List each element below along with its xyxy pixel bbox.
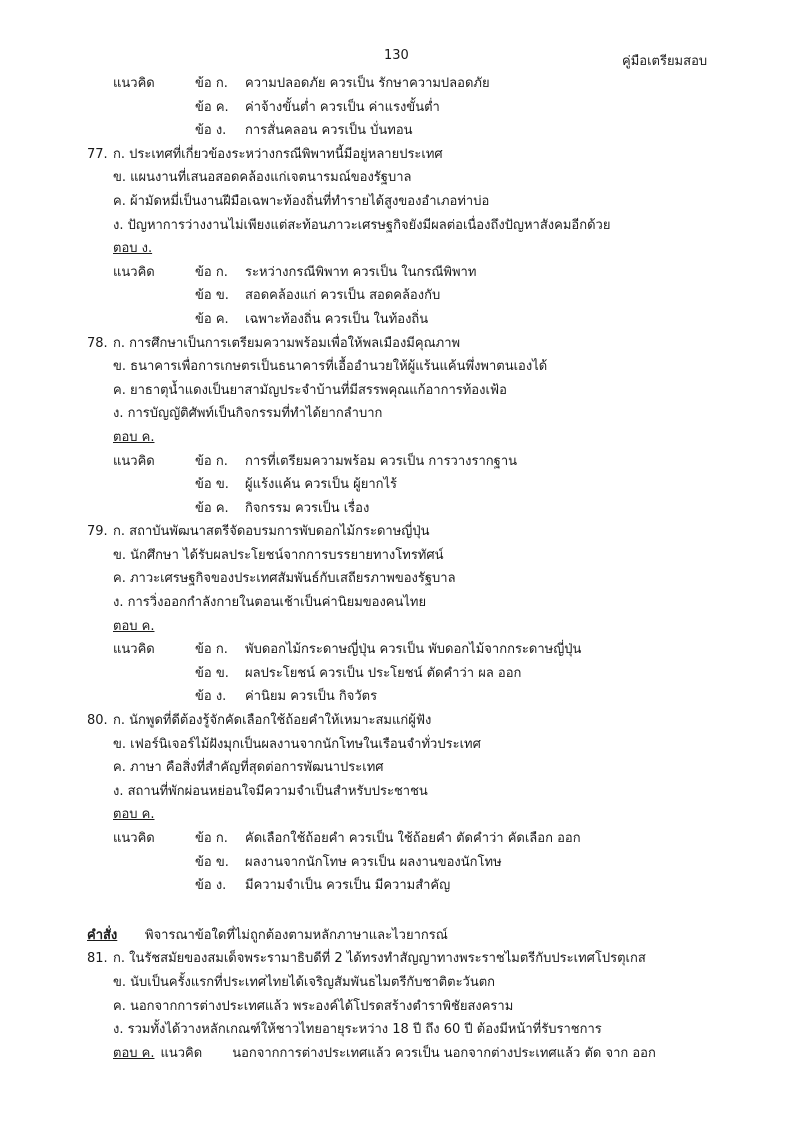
option-b: ข. นักศึกษา ได้รับผลประโยชน์จากการบรรยายทางโทรทัศน์: [113, 547, 444, 563]
concept-row: [0, 119, 800, 143]
question-80: [0, 709, 800, 898]
question-number: 78.: [87, 335, 108, 351]
concept-key: ข้อ ค.: [195, 500, 229, 516]
concept-key: ข้อ ง.: [195, 878, 227, 894]
concept-key: ข้อ ก.: [195, 76, 228, 91]
option-b: ข. แผนงานที่เสนอสอดคล้องแก่เจตนารมณ์ของรัฐบาล: [113, 170, 412, 186]
option-d: ง. การบัญญัติศัพท์เป็นกิจกรรมที่ทำได้ยากลำบาก: [113, 406, 383, 422]
option-d: ง. สถานที่พักผ่อนหย่อนใจมีความจำเป็นสำหรับประชาชน: [113, 783, 428, 799]
concept-text: ความปลอดภัย ควรเป็น รักษาความปลอดภัย: [245, 76, 490, 91]
concept-text: ผลงานจากนักโทษ ควรเป็น ผลงานของนักโทษ: [245, 854, 502, 870]
option-d: ง. รวมทั้งได้วางหลักเกณฑ์ให้ชาวไทยอายุระหว่าง 18 ปี ถึง 60 ปี ต้องมีหน้าที่รับราชการ: [113, 1022, 602, 1038]
concept-text: นอกจากการต่างประเทศแล้ว ควรเป็น นอกจากต่างประเทศแล้ว ตัด จาก ออก: [232, 1045, 656, 1061]
concept-text: ผลประโยชน์ ควรเป็น ประโยชน์ ตัดคำว่า ผล ออก: [245, 665, 522, 681]
concept-key: ข้อ ค.: [195, 99, 229, 115]
concept-text: ค่านิยม ควรเป็น กิจวัตร: [245, 689, 378, 705]
concept-label: แนวคิด: [113, 831, 155, 846]
concept-key: ข้อ ก.: [195, 831, 228, 846]
option-a: ก. การศึกษาเป็นการเตรียมความพร้อมเพื่อให้พลเมืองมีคุณภาพ: [113, 335, 461, 351]
instruction-text: พิจารณาข้อใดที่ไม่ถูกต้องตามหลักภาษาและไวยากรณ์: [145, 927, 448, 943]
concept-text: ผู้แร้งแค้น ควรเป็น ผู้ยากไร้: [245, 477, 398, 493]
concept-text: มีความจำเป็น ควรเป็น มีความสำคัญ: [245, 878, 451, 894]
option-a: ก. ในรัชสมัยของสมเด็จพระรามาธิบดีที่ 2 ได้ทรงทำสัญญาทางพระราชไมตรีกับประเทศโปรตุเกส: [113, 951, 646, 967]
page-content: [0, 72, 800, 1065]
concept-text: ระหว่างกรณีพิพาท ควรเป็น ในกรณีพิพาท: [245, 264, 477, 280]
option-c: ค. นอกจากการต่างประเทศแล้ว พระองค์ได้โปรดสร้างตำราพิชัยสงคราม: [113, 998, 514, 1014]
concept-row: [0, 72, 800, 96]
concept-text: เฉพาะท้องถิ่น ควรเป็น ในท้องถิ่น: [245, 311, 429, 327]
concept-text: ค่าจ้างขั้นต่ำ ควรเป็น ค่าแรงขั้นต่ำ: [245, 99, 440, 115]
concept-key: ข้อ ก.: [195, 264, 228, 280]
concept-text: พับดอกไม้กระดาษญี่ปุ่น ควรเป็น พับดอกไม้จากกระดาษญี่ปุ่น: [245, 642, 582, 658]
concept-text: สอดคล้องแก่ ควรเป็น สอดคล้องกับ: [245, 288, 441, 304]
option-c: ค. ภาษา คือสิ่งที่สำคัญที่สุดต่อการพัฒนาประเทศ: [113, 760, 384, 776]
concept-key: ข้อ ข.: [195, 288, 229, 304]
option-b: ข. เฟอร์นิเจอร์ไม้ฝังมุกเป็นผลงานจากนักโทษในเรือนจำทั่วประเทศ: [113, 736, 481, 752]
concept-row: [0, 96, 800, 120]
answer-label: ตอบ ค.: [113, 1045, 155, 1061]
page-number: 130: [384, 48, 409, 63]
concept-key: ข้อ ง.: [195, 689, 227, 705]
option-c: ค. ผ้ามัดหมี่เป็นงานฝีมือเฉพาะท้องถิ่นที่ทำรายได้สูงของอำเภอท่าบ่อ: [113, 193, 490, 209]
concept-key: ข้อ ง.: [195, 123, 227, 139]
option-a: ก. สถาบันพัฒนาสตรีจัดอบรมการพับดอกไม้กระดาษญี่ปุ่น: [113, 524, 430, 540]
option-d: ง. ปัญหาการว่างงานไม่เพียงแต่สะท้อนภาวะเศรษฐกิจยังมีผลต่อเนื่องถึงปัญหาสังคมอีกด้วย: [113, 217, 611, 233]
concept-label: แนวคิด: [113, 76, 155, 91]
concept-label: แนวคิด: [113, 642, 155, 658]
concept-text: กิจกรรม ควรเป็น เรื่อง: [245, 500, 370, 516]
book-title: คู่มือเตรียมสอบ: [622, 54, 708, 69]
option-a: ก. ประเทศที่เกี่ยวข้องระหว่างกรณีพิพาทนี้มีอยู่หลายประเทศ: [113, 146, 443, 162]
question-79: [0, 520, 800, 709]
question-number: 80.: [87, 713, 108, 729]
question-78: [0, 332, 800, 521]
concept-label: แนวคิด: [160, 1045, 203, 1061]
concept-text: คัดเลือกใช้ถ้อยคำ ควรเป็น ใช้ถ้อยคำ ตัดคำว่า คัดเลือก ออก: [245, 831, 581, 846]
concept-text: การที่เตรียมความพร้อม ควรเป็น การวางรากฐาน: [245, 453, 518, 469]
concept-key: ข้อ ข.: [195, 477, 229, 493]
concept-key: ข้อ ข.: [195, 854, 229, 870]
option-c: ค. ยาธาตุน้ำแดงเป็นยาสามัญประจำบ้านที่มีสรรพคุณแก้อาการท้องเฟ้อ: [113, 382, 507, 398]
concept-key: ข้อ ค.: [195, 311, 229, 327]
option-c: ค. ภาวะเศรษฐกิจของประเทศสัมพันธ์กับเสถียรภาพของรัฐบาล: [113, 571, 456, 587]
option-b: ข. ธนาคารเพื่อการเกษตรเป็นธนาคารที่เอื้ออำนวยให้ผู้แร้นแค้นพึ่งพาตนเองได้: [113, 359, 548, 375]
answer-label: ตอบ ค.: [113, 807, 155, 823]
concept-text: การสั่นคลอน ควรเป็น บั่นทอน: [245, 123, 413, 139]
instruction-label: คำสั่ง: [87, 927, 118, 943]
concept-label: แนวคิด: [113, 264, 155, 280]
option-a: ก. นักพูดที่ดีต้องรู้จักคัดเลือกใช้ถ้อยคำให้เหมาะสมแก่ผู้ฟัง: [113, 713, 432, 729]
concept-key: ข้อ ก.: [195, 453, 228, 469]
question-number: 81.: [87, 951, 108, 967]
concept-key: ข้อ ข.: [195, 665, 229, 681]
concept-label: แนวคิด: [113, 453, 155, 469]
option-d: ง. การวิ่งออกกำลังกายในตอนเช้าเป็นค่านิยมของคนไทย: [113, 595, 427, 611]
answer-label: ตอบ ค.: [113, 429, 155, 445]
instruction: [0, 924, 800, 948]
option-b: ข. นับเป็นครั้งแรกที่ประเทศไทยได้เจริญสัมพันธไมตรีกับชาติตะวันตก: [113, 974, 496, 990]
question-77: [0, 143, 800, 332]
question-81: [0, 947, 800, 1065]
concept-key: ข้อ ก.: [195, 642, 228, 658]
section-gap: [0, 898, 800, 924]
question-number: 77.: [87, 146, 108, 162]
question-number: 79.: [87, 524, 108, 540]
answer-label: ตอบ ค.: [113, 618, 155, 634]
answer-label: ตอบ ง.: [113, 241, 153, 257]
